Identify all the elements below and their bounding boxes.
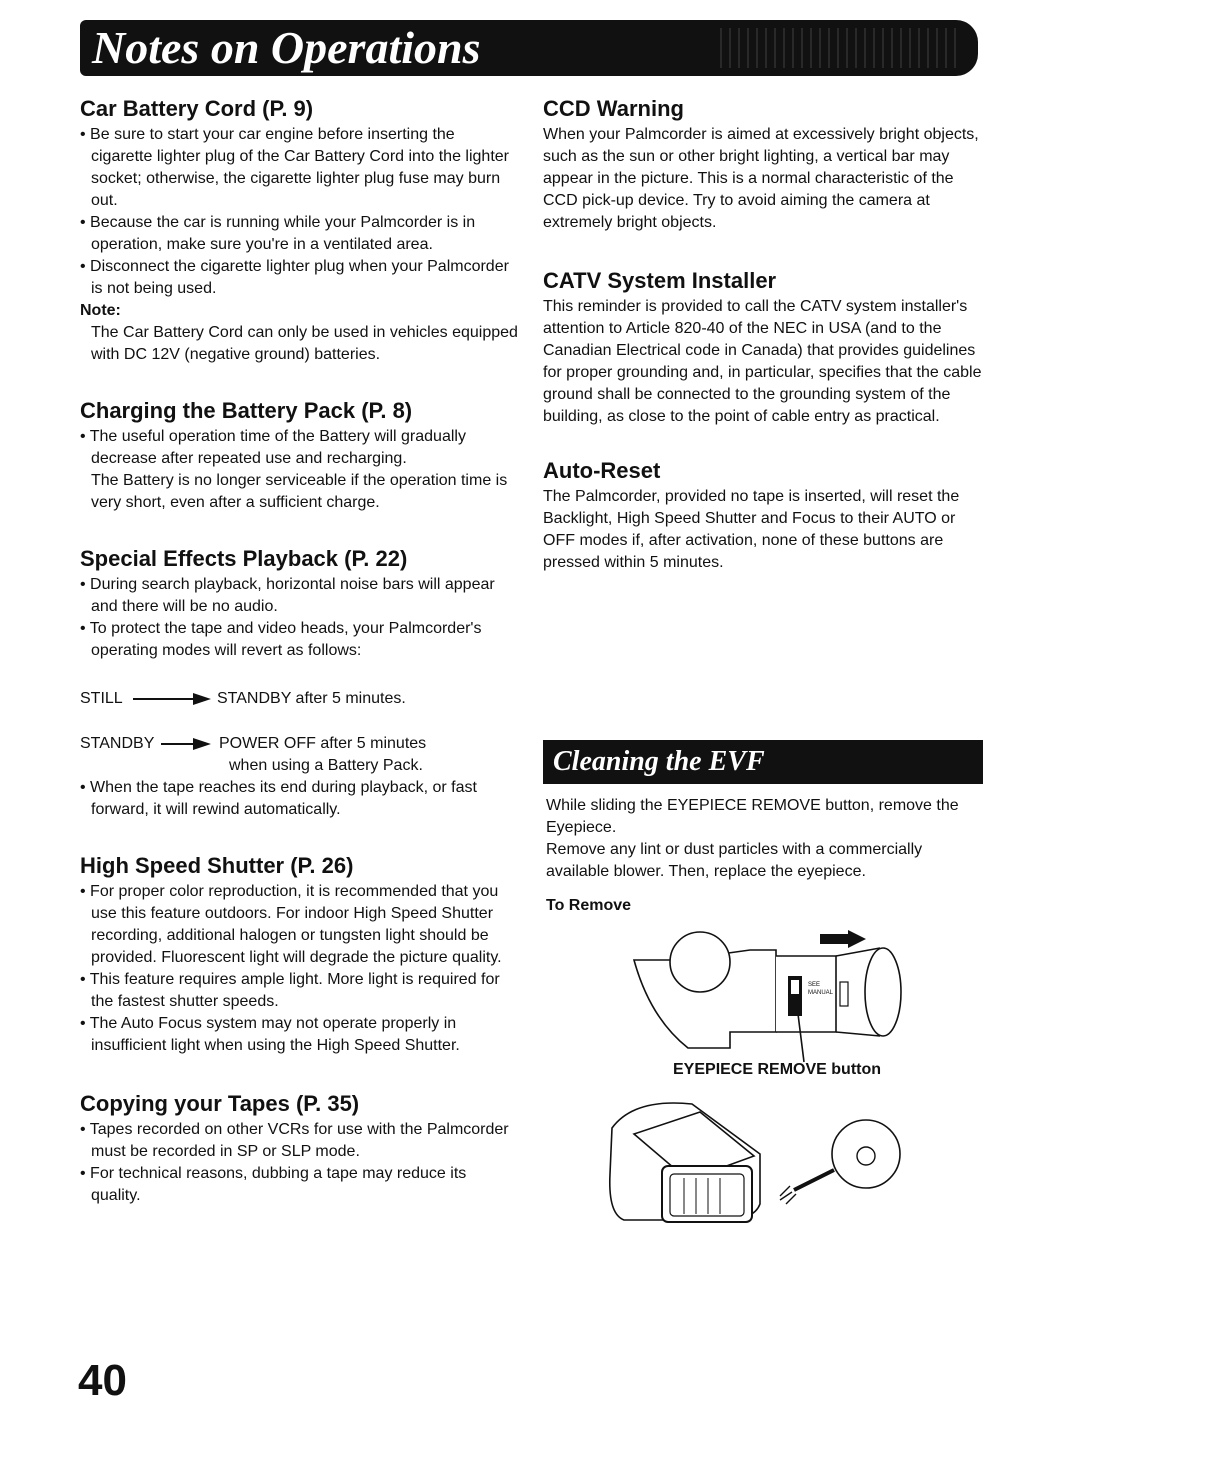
evf-banner: [543, 740, 983, 784]
section-title: Charging the Battery Pack (P. 8): [80, 398, 413, 423]
section-title: CCD Warning: [543, 96, 684, 121]
section-title: Copying your Tapes (P. 35): [80, 1091, 360, 1116]
eyepiece-button-caption: EYEPIECE REMOVE button: [673, 1061, 882, 1078]
paragraph: When your Palmcorder is aimed at excessively bright objects, such as the sun or other bright lighting, a vertical bar may appear in the picture. This is a normal characteristic of the CCD pick-up device. Try to avoid aiming the camera at extremely bright objects.: [543, 126, 979, 231]
bullet-item: • To protect the tape and video heads, your Palmcorder's operating modes will revert as follows:: [80, 620, 482, 659]
section-copying: [80, 1091, 520, 1207]
left-column-lower: [80, 777, 520, 1207]
bullet-item: • When the tape reaches its end during playback, or fast forward, it will rewind automatically.: [80, 779, 477, 818]
bullet-item: • Tapes recorded on other VCRs for use with the Palmcorder must be recorded in SP or SLP mode.: [80, 1121, 509, 1160]
bullet-item: • The useful operation time of the Battery will gradually decrease after repeated use and recharging.: [80, 428, 466, 467]
section-ccd: [543, 96, 988, 234]
mode-to-cont: when using a Battery Pack.: [229, 757, 423, 774]
bullet-item: • Disconnect the cigarette lighter plug when your Palmcorder is not being used.: [80, 258, 509, 297]
note-label: Note:: [80, 302, 121, 319]
section-title: Special Effects Playback (P. 22): [80, 546, 408, 571]
paragraph: This reminder is provided to call the CATV system installer's attention to Article 820-40 of the NEC in USA (and to the Canadian Electrical code in Canada) that provides guidelines for proper grounding and, in particular, specifies that the cable ground shall be connected to the grounding system of the building, as close to the point of cable entry as practical.: [543, 298, 982, 425]
bullet-item: • The Auto Focus system may not operate properly in insufficient light when using the High Speed Shutter.: [80, 1015, 460, 1054]
section-title: CATV System Installer: [543, 268, 777, 293]
mode-from: STILL: [80, 690, 123, 707]
page-number: 40: [78, 1356, 127, 1405]
paragraph: While sliding the EYEPIECE REMOVE button, remove the Eyepiece.: [546, 797, 959, 836]
bullet-item: • This feature requires ample light. More light is required for the fastest shutter speeds.: [80, 971, 500, 1010]
mode-row-standby: [80, 733, 426, 755]
switch-label: MANUAL: [808, 990, 834, 996]
evf-title: Cleaning the EVF: [553, 746, 765, 777]
to-remove-label: To Remove: [546, 897, 632, 914]
mode-from: STANDBY: [80, 735, 155, 752]
mode-row-standby-cont: [229, 755, 423, 777]
bullet-item: • Be sure to start your car engine before inserting the cigarette lighter plug of the Car Battery Cord into the lighter socket; otherwise, the cigarette lighter plug fuse may burn out.: [80, 126, 509, 209]
bullet-item: • For technical reasons, dubbing a tape may reduce its quality.: [80, 1165, 467, 1204]
mode-row-still: [80, 688, 406, 710]
switch-label: SEE: [808, 982, 821, 988]
bullet-item: • For proper color reproduction, it is recommended that you use this feature outdoors. For indoor High Speed Shutter recording, additional halogen or tungsten light should be provided. Fluorescent light will degrade the picture quality.: [80, 883, 502, 966]
section-charging: [80, 398, 520, 514]
section-title: Car Battery Cord (P. 9): [80, 96, 314, 121]
evf-blower-illustration: [604, 1094, 914, 1226]
section-high-speed: [80, 853, 520, 1057]
right-column: [543, 96, 988, 574]
evf-body: [546, 795, 986, 915]
left-column: [80, 96, 520, 662]
header-banner: [80, 20, 978, 76]
page-title: Notes on Operations: [92, 22, 481, 73]
bullet-item: • Because the car is running while your Palmcorder is in operation, make sure you're in a ventilated area.: [80, 214, 476, 253]
mode-to: POWER OFF after 5 minutes: [219, 735, 427, 752]
section-special-effects: [80, 546, 520, 662]
section-auto-reset: [543, 458, 988, 574]
arrow-right-icon: [127, 692, 213, 706]
arrow-right-icon: [159, 737, 215, 751]
paragraph: The Palmcorder, provided no tape is inserted, will reset the Backlight, High Speed Shutter and Focus to their AUTO or OFF modes if, after activation, none of these buttons are pressed within 5 minutes.: [543, 488, 960, 571]
mode-to: STANDBY after 5 minutes.: [217, 690, 406, 707]
section-title: Auto-Reset: [543, 458, 661, 483]
bullet-item: • During search playback, horizontal noise bars will appear and there will be no audio.: [80, 576, 495, 615]
section-car-battery: [80, 96, 520, 366]
eyepiece-remove-illustration: [630, 928, 920, 1073]
paragraph: The Battery is no longer serviceable if the operation time is very short, even after a sufficient charge.: [91, 472, 508, 511]
paragraph: Remove any lint or dust particles with a commercially available blower. Then, replace the eyepiece.: [546, 841, 923, 880]
section-catv: [543, 268, 988, 428]
section-title: High Speed Shutter (P. 26): [80, 853, 354, 878]
banner-texture: [720, 28, 960, 68]
note-text: The Car Battery Cord can only be used in vehicles equipped with DC 12V (negative ground) batteries.: [91, 324, 518, 363]
